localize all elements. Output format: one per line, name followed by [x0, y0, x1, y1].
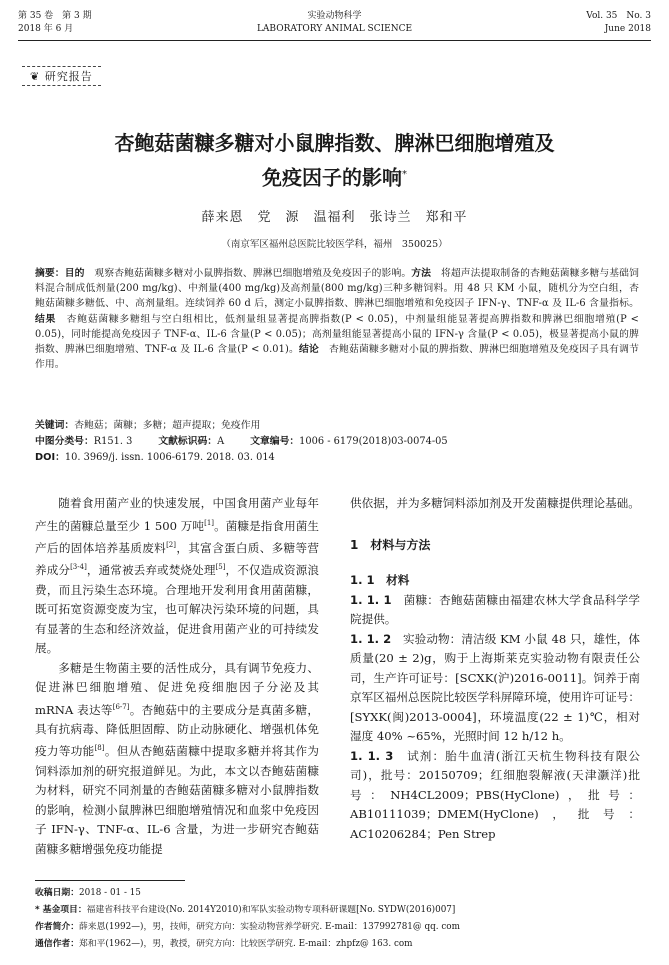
classification-line [35, 434, 639, 449]
method-text: 将超声法提取制备的杏鲍菇菌糠多糖与基础饲料混合制成低剂量(200 mg/kg)、中剂量(400 mg/kg)及高剂量(800 mg/kg)三种多糖饲料。用 48 只 KM 小鼠，随机分为空白组，杏鲍菇菌糠多糖低、中、高剂量组。连续饲养 60 d 后，测定小鼠脾指数、脾淋巴细胞增殖和免疫因子 IFN-γ、TNF-α 及 IL-6 含量指标。 [35, 268, 639, 310]
author-list: 薛来恩 党 源 温福利 张诗兰 郑和平 [201, 210, 468, 225]
doi-label: DOI： [35, 452, 65, 463]
title-footnote-mark: * [402, 169, 407, 180]
footnote-rule [35, 880, 185, 881]
journal-name-cn: 实验动物科学 [307, 11, 362, 21]
clc-label: 中图分类号： [35, 436, 94, 447]
list-item: 1. 1. 1 菌糠：杏鲍菇菌糠由福建农林大学食品科学学院提供。 [350, 592, 640, 626]
list-item: 1. 1. 3 试剂：胎牛血清(浙江天杭生物科技有限公司)，批号：20150709；红细胞裂解液(天津灏洋)批号：NH4CL2009；PBS(HyClone)，批号：AB10111039；DMEM(HyClone)，批号：AC10206284；Pen Strep [350, 748, 640, 841]
article-number-label: 文章编号： [250, 436, 300, 447]
citation: [6-7] [112, 702, 130, 711]
running-header-right [586, 10, 651, 36]
author-bio: 作者简介：薛来恩(1992—)，男，技师，研究方向：实验动物营养学研究. E-mail：137992781@ qq. com [35, 922, 460, 932]
doi-value: 10. 3969/j. issn. 1006-6179. 2018. 03. 014 [64, 452, 275, 463]
subsection-heading: 1. 1 材料 [350, 573, 410, 587]
citation: [3-4] [70, 563, 87, 572]
article-type-label: 研究报告 [44, 70, 93, 83]
date-cn: 2018 年 6 月 [18, 24, 74, 34]
body-column-left [35, 494, 319, 859]
paragraph: 供依据，并为多糖饲料添加剂及开发菌糠提供理论基础。 [350, 496, 640, 510]
journal-name-en: LABORATORY ANIMAL SCIENCE [256, 24, 413, 34]
header-rule [18, 40, 651, 41]
title-line-2: 免疫因子的影响 [262, 165, 402, 190]
citation: [8] [94, 744, 105, 753]
method-label: 方法 [411, 268, 432, 279]
section-heading: 1 材料与方法 [350, 537, 431, 552]
objective-label: 目的 [64, 268, 85, 279]
doc-code-label: 文献标识码： [158, 436, 218, 447]
conclusion-label: 结论 [299, 344, 320, 356]
result-label: 结果 [35, 313, 57, 325]
corresponding-author: 通信作者：郑和平(1962—)，男，教授，研究方向：比较医学研究. E-mail：zhpfz@ 163. com [35, 939, 413, 949]
paragraph: 随着食用菌产业的快速发展，中国食用菌产业每年产生的菌糠总量至少 1 500 万吨[1]。菌糠是指食用菌生产后的固体培养基质废料[2]，其富含蛋白质、多糖等营养成分[3-4]，通常被丢弃或焚烧处理[5]，不仅造成资源浪费，而且污染生态环境。合理地开发利用食用菌菌糠，既可拓宽资源变废为宝，也可解决污染环境的问题，具有显著的生态和经济效益，促进食用菌产业的可持续发展。 [35, 496, 319, 656]
citation: [2] [166, 540, 176, 549]
result-text: 杏鲍菇菌糠多糖组与空白组相比，低剂量组显著提高脾指数(P < 0.05)，中剂量组能显著提高脾指数和脾淋巴细胞增殖(P < 0.05)，同时能提高免疫因子 TNF-α、IL-6 含量(P < 0.05)；高剂量组能显著提高小鼠的 IFN-γ 含量(P < 0.05)，极显著提高小鼠的脾指数、脾淋巴细胞增殖、TNF-α 及 IL-6 含量(P < 0.01)。 [35, 313, 639, 356]
list-item: 1. 1. 2 实验动物：清洁级 KM 小鼠 48 只，雄性，体质量(20 ± 2)g，购于上海斯莱克实验动物有限责任公司，生产许可证号：[SCXK(沪)2016-0011]。饲养于南京军区福州总医院比较医学科屏障环境，使用许可证号：[SYXK(闽)2013-0004]，环境温度(22 ± 1)℃，相对湿度 40% ~65%，光照时间 12 h/12 h。 [350, 631, 640, 743]
article-type-badge [22, 66, 101, 86]
fund-note: * 基金项目：福建省科技平台建设(No. 2014Y2010)和军队实验动物专项科研课题[No. SYDW(2016)007] [35, 905, 456, 915]
keywords-label: 关键词： [35, 420, 75, 431]
date-en: June 2018 [604, 24, 651, 34]
clc-value: R151. 3 [93, 436, 133, 447]
abstract [35, 266, 639, 372]
received-date: 收稿日期：2018 - 01 - 15 [35, 888, 141, 898]
doc-code-value: A [217, 436, 225, 447]
conclusion-text: 杏鲍菇菌糠多糖对小鼠的脾指数、脾淋巴细胞增殖及免疫因子具有调节作用。 [35, 344, 640, 371]
keywords-line [35, 418, 639, 433]
paragraph: 多糖是生物菌主要的活性成分，具有调节免疫力、促进淋巴细胞增殖、促进免疫细胞因子分泌及其 mRNA 表达等[6-7]。杏鲍菇中的主要成分是真菌多糖，具有抗病毒、降低胆固醇、防止动脉硬化、增强机体免疫力等功能[8]。但从杏鲍菇菌糠中提取多糖并将其作为饲料添加剂的研究报道鲜见。为此，本文以杏鲍菇菌糠为材料，研究不同剂量的杏鲍菇菌糠多糖对小鼠脾指数的影响，检测小鼠脾淋巴细胞增殖情况和血浆中免疫因子 IFN-γ、TNF-α、IL-6 含量，为进一步研究杏鲍菇菌糠多糖增强免疫功能提 [35, 660, 319, 856]
title-line-1: 杏鲍菇菌糠多糖对小鼠脾指数、脾淋巴细胞增殖及 [114, 131, 555, 155]
volume-issue-en: Vol. 35 No. 3 [586, 11, 651, 21]
keywords: 杏鲍菇；菌糠；多糖；超声提取；免疫作用 [74, 420, 261, 431]
leaf-ornament-icon: ❦ [30, 70, 41, 83]
body-column-right [350, 494, 640, 844]
article-number-value: 1006 - 6179(2018)03-0074-05 [299, 436, 448, 447]
abstract-label: 摘要： [35, 268, 65, 279]
doi-line [35, 450, 639, 465]
article-title [30, 127, 639, 194]
running-header-center [0, 10, 669, 36]
citation: [1] [204, 518, 215, 527]
footnotes [35, 885, 639, 953]
objective-text: 观察杏鲍菇菌糠多糖对小鼠脾指数、脾淋巴细胞增殖及免疫因子的影响。 [84, 268, 412, 279]
citation: [5] [215, 563, 226, 572]
affiliation: （南京军区福州总医院比较医学科，福州 350025） [221, 239, 448, 250]
volume-issue-cn: 第 35 卷 第 3 期 [18, 11, 92, 21]
